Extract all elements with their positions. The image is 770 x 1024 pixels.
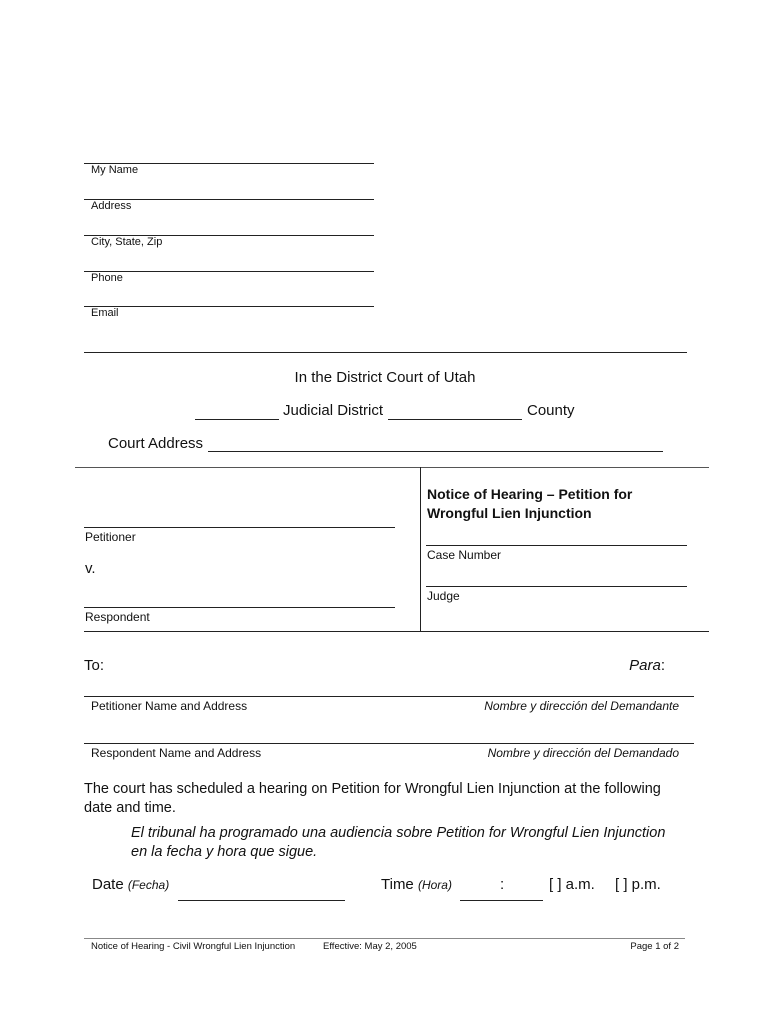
respondent-address-line (84, 743, 694, 744)
date-es: (Fecha) (127, 878, 170, 892)
spanish-notice-line1: El tribunal ha programado una audiencia sobre Petition for Wrongful Lien Injunction (131, 825, 666, 841)
footer-page-number: Page 1 of 2 (630, 941, 679, 952)
respondent-label: Respondent (85, 610, 150, 624)
para-word: Para (629, 657, 661, 674)
caption-bottom-line (84, 631, 709, 632)
header-divider (84, 352, 687, 353)
respondent-name-address-label: Respondent Name and Address (91, 746, 262, 760)
time-colon: : (500, 876, 505, 893)
time-label (381, 876, 452, 893)
phone-line (84, 271, 374, 272)
time-word: Time (381, 876, 414, 893)
time-es: (Hora) (417, 878, 452, 892)
english-notice-line1: The court has scheduled a hearing on Petition for Wrongful Lien Injunction at the following (84, 781, 661, 797)
spanish-notice-line2: en la fecha y hora que sigue. (131, 844, 318, 860)
petitioner-name-address-es: Nombre y dirección del Demandante (484, 699, 679, 713)
court-heading: In the District Court of Utah (294, 369, 476, 386)
judicial-district-label: Judicial District (283, 402, 384, 419)
para-label (629, 657, 665, 674)
para-colon: : (660, 657, 665, 674)
spanish-notice (131, 824, 665, 862)
email-label: Email (91, 307, 119, 319)
respondent-name-address-es: Nombre y dirección del Demandado (487, 746, 679, 760)
versus-label: v. (85, 560, 96, 577)
my-name-label: My Name (91, 164, 139, 176)
email-line (84, 306, 374, 307)
document-title-line2: Wrongful Lien Injunction (427, 505, 592, 521)
date-blank (178, 900, 345, 901)
to-label: To: (84, 657, 105, 674)
judge-label: Judge (427, 589, 460, 603)
english-notice-line2: date and time. (84, 800, 176, 816)
address-label: Address (91, 200, 132, 212)
footer-form-name: Notice of Hearing - Civil Wrongful Lien Injunction (91, 941, 296, 952)
judge-line (426, 586, 687, 587)
county-label: County (527, 402, 575, 419)
caption-divider (420, 467, 421, 632)
petitioner-line (84, 527, 395, 528)
english-notice (84, 780, 661, 818)
respondent-line (84, 607, 395, 608)
time-blank (460, 900, 543, 901)
am-checkbox[interactable]: [ ] a.m. (549, 876, 595, 893)
court-address-blank (208, 451, 663, 452)
footer-effective-date: Effective: May 2, 2005 (323, 941, 417, 952)
petitioner-address-line (84, 696, 694, 697)
petitioner-label: Petitioner (85, 530, 136, 544)
case-number-label: Case Number (427, 548, 502, 562)
document-title-line1: Notice of Hearing – Petition for (427, 486, 633, 502)
case-number-line (426, 545, 687, 546)
caption-top-line (75, 467, 709, 468)
phone-label: Phone (91, 272, 123, 284)
petitioner-name-address-label: Petitioner Name and Address (91, 699, 248, 713)
date-label (92, 876, 169, 893)
city-state-zip-label: City, State, Zip (91, 236, 163, 248)
district-blank (195, 419, 279, 420)
county-blank (388, 419, 522, 420)
footer-line (84, 938, 685, 939)
document-title (427, 485, 632, 523)
date-word: Date (92, 876, 124, 893)
pm-checkbox[interactable]: [ ] p.m. (615, 876, 661, 893)
court-address-label: Court Address (108, 435, 204, 452)
